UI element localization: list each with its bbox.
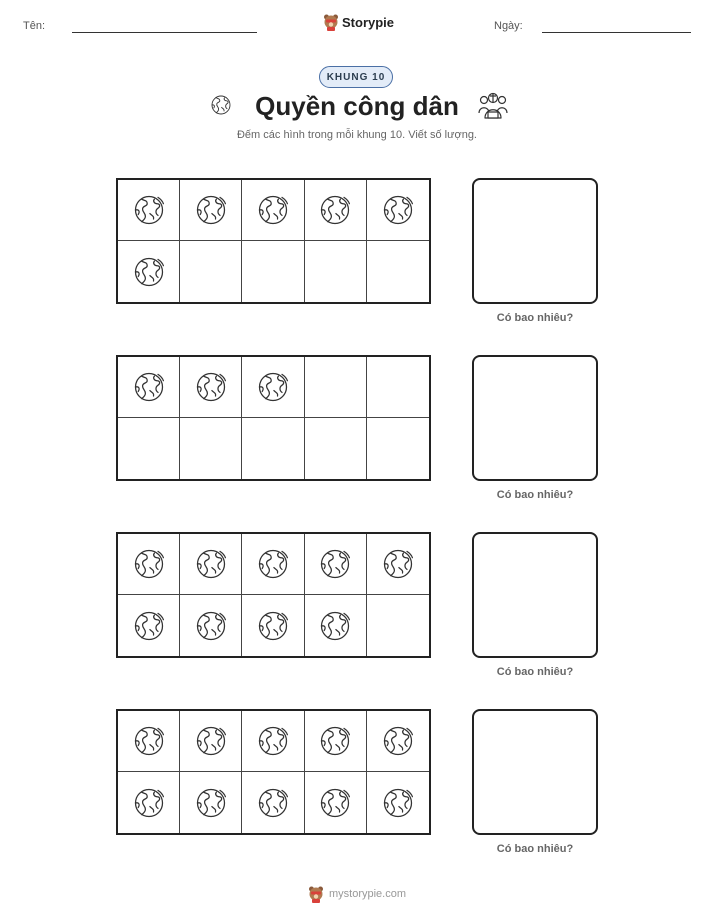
- globe-icon: [380, 546, 416, 582]
- globe-icon: [317, 192, 353, 228]
- answer-box-1[interactable]: [472, 178, 598, 304]
- globe-icon: [131, 254, 167, 290]
- globe-icon: [131, 369, 167, 405]
- frame-cell: [118, 711, 180, 772]
- frame-cell: [118, 772, 180, 833]
- frame-cell: [180, 534, 242, 595]
- frame-cell: [305, 772, 367, 833]
- globe-icon: [317, 785, 353, 821]
- footer: [0, 885, 714, 903]
- globe-icon: [317, 608, 353, 644]
- frame-cell: [367, 595, 429, 656]
- ten-frame-3: [116, 532, 431, 658]
- frame-cell: [118, 595, 180, 656]
- ten-frame-1: [116, 178, 431, 304]
- frame-cell: [305, 534, 367, 595]
- globe-icon: [317, 723, 353, 759]
- answer-box-4[interactable]: [472, 709, 598, 835]
- frame-cell: [180, 357, 242, 418]
- globe-icon: [193, 369, 229, 405]
- globe-icon: [255, 785, 291, 821]
- frame-cell: [118, 180, 180, 241]
- frame-cell: [180, 711, 242, 772]
- bear-logo-icon: [308, 885, 324, 903]
- frame-cell: [305, 711, 367, 772]
- frame-cell: [118, 241, 180, 302]
- question-label-4: Có bao nhiêu?: [496, 843, 574, 855]
- page-title: Quyền công dân: [255, 91, 459, 121]
- globe-icon: [131, 192, 167, 228]
- frame-cell: [118, 357, 180, 418]
- frame-cell: [242, 241, 304, 302]
- footer-url: mystorypie.com: [328, 888, 407, 900]
- frame-cell: [242, 357, 304, 418]
- frame-cell: [242, 595, 304, 656]
- globe-icon: [317, 546, 353, 582]
- frame-cell: [118, 534, 180, 595]
- frame-cell: [242, 534, 304, 595]
- name-line[interactable]: [72, 32, 257, 33]
- answer-box-3[interactable]: [472, 532, 598, 658]
- frame-cell: [367, 241, 429, 302]
- name-label: Tên:: [23, 20, 46, 32]
- frame-cell: [305, 180, 367, 241]
- question-label-2: Có bao nhiêu?: [496, 489, 574, 501]
- frame-cell: [367, 357, 429, 418]
- question-label-1: Có bao nhiêu?: [496, 312, 574, 324]
- frame-cell: [305, 418, 367, 479]
- globe-icon: [131, 723, 167, 759]
- globe-icon: [131, 608, 167, 644]
- frame-cell: [305, 357, 367, 418]
- frame-cell: [180, 241, 242, 302]
- globe-icon: [380, 785, 416, 821]
- frame-cell: [367, 534, 429, 595]
- frame-cell: [180, 418, 242, 479]
- frame-cell: [305, 595, 367, 656]
- globe-icon: [193, 723, 229, 759]
- instructions: Đếm các hình trong mỗi khung 10. Viết số lượng.: [236, 129, 477, 141]
- globe-icon: [255, 369, 291, 405]
- brand-name: Storypie: [342, 14, 395, 30]
- question-label-3: Có bao nhiêu?: [496, 666, 574, 678]
- frame-cell: [180, 180, 242, 241]
- frame-cell: [242, 772, 304, 833]
- date-line[interactable]: [542, 32, 691, 33]
- globe-icon: [193, 608, 229, 644]
- ten-frame-2: [116, 355, 431, 481]
- frame-cell: [305, 241, 367, 302]
- frame-cell: [242, 711, 304, 772]
- people-group-icon: [477, 91, 509, 126]
- globe-icon: [193, 785, 229, 821]
- answer-box-2[interactable]: [472, 355, 598, 481]
- brand-logo: [323, 13, 394, 31]
- globe-icon: [255, 546, 291, 582]
- frame-cell: [180, 595, 242, 656]
- globe-icon: [193, 192, 229, 228]
- globe-icon: [380, 723, 416, 759]
- globe-icon: [255, 192, 291, 228]
- worksheet-badge: KHUNG 10: [319, 66, 393, 88]
- frame-cell: [242, 180, 304, 241]
- globe-icon: [131, 546, 167, 582]
- frame-cell: [367, 772, 429, 833]
- frame-cell: [180, 772, 242, 833]
- ten-frame-4: [116, 709, 431, 835]
- globe-icon: [193, 546, 229, 582]
- date-label: Ngày:: [494, 20, 523, 32]
- frame-cell: [242, 418, 304, 479]
- bear-logo-icon: [323, 13, 339, 31]
- globe-icon: [380, 192, 416, 228]
- frame-cell: [118, 418, 180, 479]
- globe-icon: [255, 608, 291, 644]
- frame-cell: [367, 418, 429, 479]
- globe-icon: [255, 723, 291, 759]
- frame-cell: [367, 711, 429, 772]
- frame-cell: [367, 180, 429, 241]
- globe-icon: [131, 785, 167, 821]
